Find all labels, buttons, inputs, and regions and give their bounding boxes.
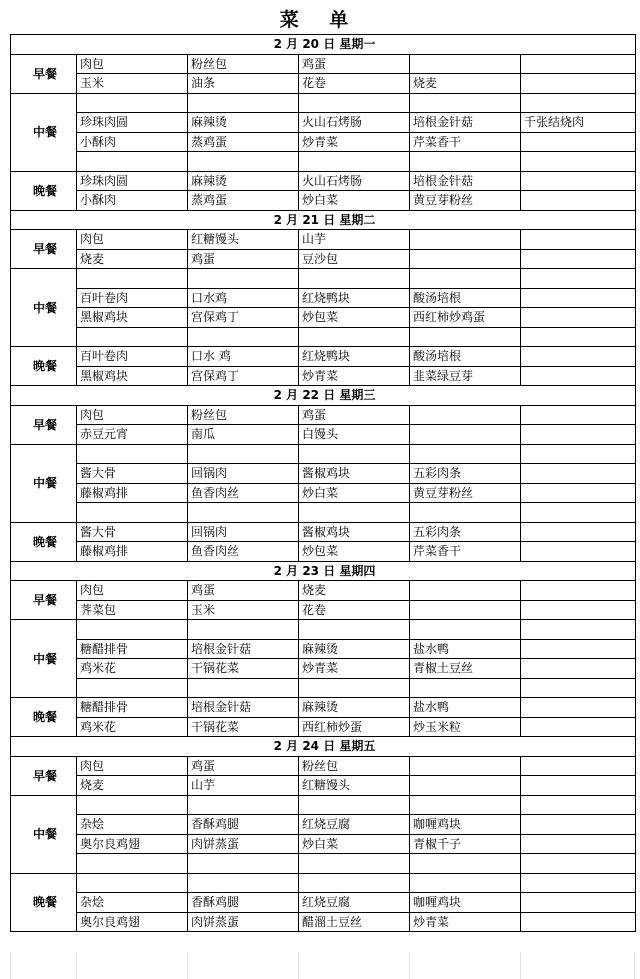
dish-cell[interactable]: 干锅花菜	[188, 659, 299, 679]
dish-cell[interactable]	[521, 191, 636, 211]
dish-cell[interactable]: 鸡蛋	[299, 405, 410, 425]
dish-cell[interactable]: 宫保鸡丁	[188, 366, 299, 386]
menu-table	[10, 34, 636, 932]
dish-cell[interactable]	[299, 444, 410, 464]
day-header-row	[11, 35, 636, 55]
table-row	[11, 191, 636, 211]
meal-label[interactable]: 中餐	[11, 93, 77, 171]
dish-cell[interactable]: 肉饼蒸蛋	[188, 834, 299, 854]
table-row	[11, 756, 636, 776]
dish-cell[interactable]	[410, 269, 521, 289]
dish-cell[interactable]: 培根金针菇	[410, 113, 521, 133]
dish-cell[interactable]	[521, 912, 636, 932]
dish-cell[interactable]	[521, 347, 636, 367]
dish-cell[interactable]: 口水鸡	[188, 288, 299, 308]
dish-cell[interactable]	[521, 873, 636, 893]
dish-cell[interactable]	[410, 152, 521, 172]
dish-cell[interactable]	[410, 776, 521, 796]
dish-cell[interactable]: 烧麦	[410, 74, 521, 94]
dish-cell[interactable]: 黄豆芽粉丝	[410, 191, 521, 211]
day-header[interactable]: 2 月 20 日 星期一	[11, 35, 636, 55]
table-row	[11, 639, 636, 659]
meal-label[interactable]: 中餐	[11, 269, 77, 347]
dish-cell[interactable]: 肉包	[77, 230, 188, 250]
dish-cell[interactable]: 珍珠肉圆	[77, 113, 188, 133]
dish-cell[interactable]: 火山石烤肠	[299, 171, 410, 191]
dish-cell[interactable]: 香酥鸡腿	[188, 893, 299, 913]
dish-cell[interactable]	[299, 269, 410, 289]
dish-cell[interactable]	[410, 93, 521, 113]
dish-cell[interactable]: 珍珠肉圆	[77, 171, 188, 191]
dish-cell[interactable]	[299, 327, 410, 347]
dish-cell[interactable]: 酸汤培根	[410, 347, 521, 367]
dish-cell[interactable]	[410, 405, 521, 425]
dish-cell[interactable]: 醋溜土豆丝	[299, 912, 410, 932]
dish-cell[interactable]	[77, 93, 188, 113]
dish-cell[interactable]: 山芋	[299, 230, 410, 250]
table-row	[11, 347, 636, 367]
dish-cell[interactable]	[410, 600, 521, 620]
dish-cell[interactable]	[521, 249, 636, 269]
table-row	[11, 425, 636, 445]
dish-cell[interactable]	[521, 717, 636, 737]
dish-cell[interactable]	[188, 503, 299, 523]
table-row	[11, 366, 636, 386]
dish-cell[interactable]	[77, 152, 188, 172]
dish-cell[interactable]: 粉丝包	[299, 756, 410, 776]
dish-cell[interactable]: 芹菜香干	[410, 542, 521, 562]
meal-label[interactable]: 晚餐	[11, 873, 77, 932]
table-row	[11, 600, 636, 620]
day-header-row	[11, 561, 636, 581]
table-row	[11, 542, 636, 562]
dish-cell[interactable]: 青椒土豆丝	[410, 659, 521, 679]
dish-cell[interactable]: 鱼香肉丝	[188, 483, 299, 503]
dish-cell[interactable]: 火山石烤肠	[299, 113, 410, 133]
dish-cell[interactable]: 粉丝包	[188, 54, 299, 74]
table-row	[11, 698, 636, 718]
dish-cell[interactable]: 粉丝包	[188, 405, 299, 425]
table-row	[11, 795, 636, 815]
dish-cell[interactable]	[188, 269, 299, 289]
dish-cell[interactable]	[521, 698, 636, 718]
day-header[interactable]: 2 月 21 日 星期二	[11, 210, 636, 230]
dish-cell[interactable]	[299, 503, 410, 523]
dish-cell[interactable]	[521, 483, 636, 503]
dish-cell[interactable]: 酱大骨	[77, 522, 188, 542]
table-row	[11, 132, 636, 152]
dish-cell[interactable]: 小酥肉	[77, 132, 188, 152]
dish-cell[interactable]: 山芋	[188, 776, 299, 796]
dish-cell[interactable]	[410, 425, 521, 445]
dish-cell[interactable]	[188, 678, 299, 698]
dish-cell[interactable]	[521, 522, 636, 542]
table-row	[11, 327, 636, 347]
dish-cell[interactable]: 五彩肉条	[410, 522, 521, 542]
table-row	[11, 249, 636, 269]
dish-cell[interactable]	[521, 230, 636, 250]
dish-cell[interactable]: 小酥肉	[77, 191, 188, 211]
dish-cell[interactable]	[410, 873, 521, 893]
meal-label[interactable]: 早餐	[11, 230, 77, 269]
day-header-row	[11, 737, 636, 757]
dish-cell[interactable]	[188, 854, 299, 874]
dish-cell[interactable]: 鸡蛋	[188, 756, 299, 776]
dish-cell[interactable]: 赤豆元宵	[77, 425, 188, 445]
dish-cell[interactable]: 花卷	[299, 74, 410, 94]
dish-cell[interactable]: 干锅花菜	[188, 717, 299, 737]
day-header-row	[11, 210, 636, 230]
meal-label[interactable]: 晚餐	[11, 698, 77, 737]
meal-label[interactable]: 早餐	[11, 756, 77, 795]
table-row	[11, 269, 636, 289]
dish-cell[interactable]: 红烧鸭块	[299, 288, 410, 308]
dish-cell[interactable]	[77, 620, 188, 640]
meal-label[interactable]: 早餐	[11, 405, 77, 444]
meal-label[interactable]: 中餐	[11, 795, 77, 873]
dish-cell[interactable]: 杂烩	[77, 815, 188, 835]
dish-cell[interactable]	[521, 776, 636, 796]
dish-cell[interactable]: 宫保鸡丁	[188, 308, 299, 328]
table-row	[11, 113, 636, 133]
dish-cell[interactable]: 红烧豆腐	[299, 815, 410, 835]
dish-cell[interactable]: 炒玉米粒	[410, 717, 521, 737]
dish-cell[interactable]	[521, 893, 636, 913]
dish-cell[interactable]	[521, 327, 636, 347]
dish-cell[interactable]	[77, 269, 188, 289]
dish-cell[interactable]: 回锅肉	[188, 464, 299, 484]
dish-cell[interactable]: 麻辣烫	[188, 171, 299, 191]
dish-cell[interactable]	[410, 444, 521, 464]
dish-cell[interactable]: 豆沙包	[299, 249, 410, 269]
dish-cell[interactable]	[410, 503, 521, 523]
dish-cell[interactable]	[521, 269, 636, 289]
table-row	[11, 522, 636, 542]
dish-cell[interactable]	[410, 620, 521, 640]
dish-cell[interactable]: 炒青菜	[299, 366, 410, 386]
meal-label[interactable]: 早餐	[11, 54, 77, 93]
table-row	[11, 288, 636, 308]
dish-cell[interactable]: 百叶卷肉	[77, 288, 188, 308]
day-header[interactable]: 2 月 23 日 星期四	[11, 561, 636, 581]
meal-label[interactable]: 晚餐	[11, 171, 77, 210]
dish-cell[interactable]	[77, 503, 188, 523]
table-row	[11, 834, 636, 854]
dish-cell[interactable]	[188, 93, 299, 113]
table-row	[11, 717, 636, 737]
dish-cell[interactable]: 蒸鸡蛋	[188, 191, 299, 211]
dish-cell[interactable]	[77, 795, 188, 815]
dish-cell[interactable]: 麻辣烫	[299, 639, 410, 659]
dish-cell[interactable]: 肉包	[77, 54, 188, 74]
dish-cell[interactable]	[521, 152, 636, 172]
dish-cell[interactable]	[521, 542, 636, 562]
dish-cell[interactable]	[521, 756, 636, 776]
meal-label[interactable]: 晚餐	[11, 347, 77, 386]
dish-cell[interactable]: 五彩肉条	[410, 464, 521, 484]
dish-cell[interactable]	[521, 639, 636, 659]
dish-cell[interactable]: 黄豆芽粉丝	[410, 483, 521, 503]
table-row	[11, 405, 636, 425]
dish-cell[interactable]	[299, 795, 410, 815]
dish-cell[interactable]: 荠菜包	[77, 600, 188, 620]
dish-cell[interactable]: 肉包	[77, 405, 188, 425]
dish-cell[interactable]: 培根金针菇	[188, 639, 299, 659]
table-row	[11, 308, 636, 328]
day-header-row	[11, 386, 636, 406]
dish-cell[interactable]: 千张结烧肉	[521, 113, 636, 133]
dish-cell[interactable]	[521, 464, 636, 484]
dish-cell[interactable]: 烧麦	[299, 581, 410, 601]
dish-cell[interactable]: 杂烩	[77, 893, 188, 913]
dish-cell[interactable]	[521, 659, 636, 679]
table-row	[11, 912, 636, 932]
dish-cell[interactable]	[299, 93, 410, 113]
dish-cell[interactable]	[77, 327, 188, 347]
dish-cell[interactable]	[521, 366, 636, 386]
dish-cell[interactable]	[188, 152, 299, 172]
dish-cell[interactable]	[410, 795, 521, 815]
dish-cell[interactable]	[188, 327, 299, 347]
dish-cell[interactable]: 油条	[188, 74, 299, 94]
dish-cell[interactable]	[410, 756, 521, 776]
dish-cell[interactable]	[410, 854, 521, 874]
dish-cell[interactable]	[521, 581, 636, 601]
dish-cell[interactable]: 肉饼蒸蛋	[188, 912, 299, 932]
dish-cell[interactable]: 咖喱鸡块	[410, 893, 521, 913]
table-row	[11, 93, 636, 113]
day-header[interactable]: 2 月 24 日 星期五	[11, 737, 636, 757]
dish-cell[interactable]	[77, 444, 188, 464]
dish-cell[interactable]	[77, 873, 188, 893]
table-row	[11, 171, 636, 191]
dish-cell[interactable]: 肉包	[77, 581, 188, 601]
dish-cell[interactable]: 糖醋排骨	[77, 639, 188, 659]
table-row	[11, 854, 636, 874]
dish-cell[interactable]	[410, 230, 521, 250]
dish-cell[interactable]	[410, 678, 521, 698]
dish-cell[interactable]	[521, 854, 636, 874]
dish-cell[interactable]: 培根金针菇	[188, 698, 299, 718]
dish-cell[interactable]: 西红柿炒蛋	[299, 717, 410, 737]
dish-cell[interactable]: 烧麦	[77, 776, 188, 796]
dish-cell[interactable]: 西红柿炒鸡蛋	[410, 308, 521, 328]
dish-cell[interactable]	[521, 54, 636, 74]
dish-cell[interactable]	[521, 815, 636, 835]
dish-cell[interactable]: 烧麦	[77, 249, 188, 269]
dish-cell[interactable]: 玉米	[77, 74, 188, 94]
dish-cell[interactable]: 鸡米花	[77, 659, 188, 679]
dish-cell[interactable]: 酸汤培根	[410, 288, 521, 308]
dish-cell[interactable]	[521, 600, 636, 620]
dish-cell[interactable]: 炒白菜	[299, 834, 410, 854]
table-row	[11, 54, 636, 74]
dish-cell[interactable]	[410, 581, 521, 601]
dish-cell[interactable]: 麻辣烫	[299, 698, 410, 718]
dish-cell[interactable]	[299, 854, 410, 874]
table-row	[11, 776, 636, 796]
dish-cell[interactable]	[521, 308, 636, 328]
dish-cell[interactable]: 鸡蛋	[299, 54, 410, 74]
dish-cell[interactable]: 红糖馒头	[299, 776, 410, 796]
dish-cell[interactable]	[410, 327, 521, 347]
meal-label[interactable]: 晚餐	[11, 522, 77, 561]
dish-cell[interactable]: 口水 鸡	[188, 347, 299, 367]
dish-cell[interactable]: 炒白菜	[299, 483, 410, 503]
dish-cell[interactable]	[521, 93, 636, 113]
dish-cell[interactable]: 酱椒鸡块	[299, 464, 410, 484]
dish-cell[interactable]: 南瓜	[188, 425, 299, 445]
dish-cell[interactable]	[299, 620, 410, 640]
dish-cell[interactable]	[521, 620, 636, 640]
dish-cell[interactable]: 炒青菜	[410, 912, 521, 932]
table-row	[11, 444, 636, 464]
dish-cell[interactable]	[188, 795, 299, 815]
dish-cell[interactable]: 鸡蛋	[188, 581, 299, 601]
table-row	[11, 464, 636, 484]
dish-cell[interactable]: 奥尔良鸡翅	[77, 912, 188, 932]
table-row	[11, 893, 636, 913]
dish-cell[interactable]: 芹菜香干	[410, 132, 521, 152]
dish-cell[interactable]	[521, 74, 636, 94]
dish-cell[interactable]: 红烧鸭块	[299, 347, 410, 367]
dish-cell[interactable]: 青椒千子	[410, 834, 521, 854]
table-row	[11, 873, 636, 893]
dish-cell[interactable]	[299, 873, 410, 893]
table-row	[11, 678, 636, 698]
dish-cell[interactable]	[77, 854, 188, 874]
dish-cell[interactable]: 玉米	[188, 600, 299, 620]
dish-cell[interactable]	[521, 288, 636, 308]
dish-cell[interactable]	[521, 795, 636, 815]
dish-cell[interactable]: 炒白菜	[299, 191, 410, 211]
dish-cell[interactable]: 肉包	[77, 756, 188, 776]
table-row	[11, 503, 636, 523]
dish-cell[interactable]: 麻辣烫	[188, 113, 299, 133]
table-row	[11, 581, 636, 601]
dish-cell[interactable]: 奥尔良鸡翅	[77, 834, 188, 854]
table-row	[11, 74, 636, 94]
dish-cell[interactable]: 百叶卷肉	[77, 347, 188, 367]
table-row	[11, 152, 636, 172]
dish-cell[interactable]	[521, 678, 636, 698]
page-title: 菜 单	[279, 9, 361, 31]
dish-cell[interactable]	[188, 620, 299, 640]
dish-cell[interactable]: 蒸鸡蛋	[188, 132, 299, 152]
table-row	[11, 483, 636, 503]
dish-cell[interactable]: 炒青菜	[299, 132, 410, 152]
dish-cell[interactable]: 藤椒鸡排	[77, 542, 188, 562]
dish-cell[interactable]: 酱椒鸡块	[299, 522, 410, 542]
meal-label[interactable]: 中餐	[11, 444, 77, 522]
dish-cell[interactable]: 白馒头	[299, 425, 410, 445]
dish-cell[interactable]	[521, 171, 636, 191]
dish-cell[interactable]: 盐水鸭	[410, 639, 521, 659]
dish-cell[interactable]: 藤椒鸡排	[77, 483, 188, 503]
dish-cell[interactable]	[521, 444, 636, 464]
dish-cell[interactable]: 培根金针菇	[410, 171, 521, 191]
dish-cell[interactable]: 回锅肉	[188, 522, 299, 542]
empty-grid-area	[10, 952, 635, 979]
dish-cell[interactable]: 炒青菜	[299, 659, 410, 679]
day-header[interactable]: 2 月 22 日 星期三	[11, 386, 636, 406]
dish-cell[interactable]: 鸡蛋	[188, 249, 299, 269]
dish-cell[interactable]: 黑椒鸡块	[77, 366, 188, 386]
dish-cell[interactable]: 黑椒鸡块	[77, 308, 188, 328]
dish-cell[interactable]: 炒包菜	[299, 308, 410, 328]
dish-cell[interactable]: 酱大骨	[77, 464, 188, 484]
dish-cell[interactable]	[521, 834, 636, 854]
dish-cell[interactable]	[188, 873, 299, 893]
dish-cell[interactable]: 鸡米花	[77, 717, 188, 737]
table-row	[11, 815, 636, 835]
table-row	[11, 620, 636, 640]
dish-cell[interactable]: 咖喱鸡块	[410, 815, 521, 835]
dish-cell[interactable]	[521, 132, 636, 152]
dish-cell[interactable]: 花卷	[299, 600, 410, 620]
dish-cell[interactable]	[410, 249, 521, 269]
dish-cell[interactable]: 炒包菜	[299, 542, 410, 562]
table-row	[11, 230, 636, 250]
dish-cell[interactable]	[521, 503, 636, 523]
dish-cell[interactable]: 红糖馒头	[188, 230, 299, 250]
menu-body	[11, 35, 636, 932]
dish-cell[interactable]	[299, 678, 410, 698]
dish-cell[interactable]	[410, 54, 521, 74]
dish-cell[interactable]: 红烧豆腐	[299, 893, 410, 913]
dish-cell[interactable]: 香酥鸡腿	[188, 815, 299, 835]
dish-cell[interactable]: 糖醋排骨	[77, 698, 188, 718]
dish-cell[interactable]: 韭菜绿豆芽	[410, 366, 521, 386]
dish-cell[interactable]	[521, 425, 636, 445]
dish-cell[interactable]: 鱼香肉丝	[188, 542, 299, 562]
table-row	[11, 659, 636, 679]
meal-label[interactable]: 中餐	[11, 620, 77, 698]
dish-cell[interactable]	[299, 152, 410, 172]
meal-label[interactable]: 早餐	[11, 581, 77, 620]
dish-cell[interactable]: 盐水鸭	[410, 698, 521, 718]
dish-cell[interactable]	[77, 678, 188, 698]
dish-cell[interactable]	[521, 405, 636, 425]
dish-cell[interactable]	[188, 444, 299, 464]
